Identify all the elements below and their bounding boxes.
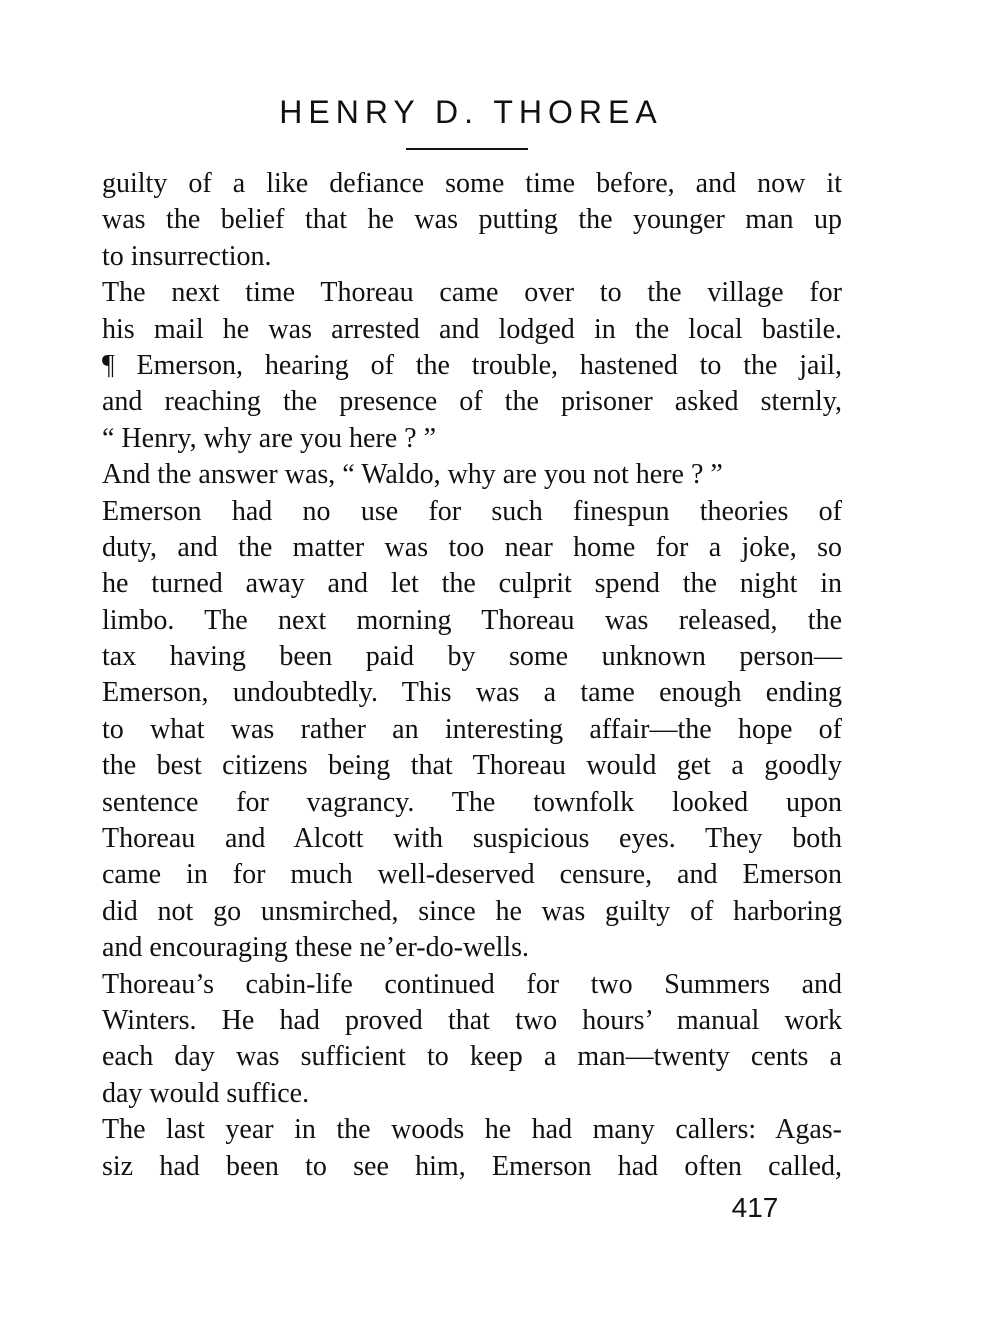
text-line: each day was sufficient to keep a man—twenty cents a bbox=[102, 1041, 842, 1073]
text-line: Winters. He had proved that two hours’ manual work bbox=[102, 1004, 842, 1036]
text-line: to what was rather an interesting affair—the hope of bbox=[102, 713, 842, 745]
text-line: day would suffice. bbox=[102, 1077, 310, 1109]
text-line: his mail he was arrested and lodged in the local bastile. bbox=[102, 313, 842, 345]
text-line: Emerson, undoubtedly. This was a tame enough ending bbox=[102, 677, 842, 709]
header-rule bbox=[406, 148, 528, 150]
text-line: limbo. The next morning Thoreau was released, the bbox=[102, 604, 842, 636]
text-line: Thoreau’s cabin-life continued for two Summers and bbox=[102, 968, 842, 1000]
text-line: to insurrection. bbox=[102, 240, 272, 272]
text-line: guilty of a like defiance some time before, and now it bbox=[102, 168, 842, 199]
text-line: and encouraging these ne’er-do-wells. bbox=[102, 932, 530, 964]
text-line: he turned away and let the culprit spend the night in bbox=[102, 568, 842, 600]
text-line: the best citizens being that Thoreau would get a goodly bbox=[102, 750, 842, 782]
text-line: and reaching the presence of the prisoner asked sternly, bbox=[102, 386, 842, 418]
text-line: Emerson had no use for such finespun theories of bbox=[102, 495, 842, 527]
text-line: The last year in the woods he had many callers: Agas- bbox=[102, 1114, 842, 1146]
text-line: came in for much well-deserved censure, and Emerson bbox=[102, 859, 842, 891]
text-line: ¶ Emerson, hearing of the trouble, hastened to the jail, bbox=[102, 349, 842, 381]
text-line: “ Henry, why are you here ? ” bbox=[102, 422, 437, 454]
text-line: sentence for vagrancy. The townfolk looked upon bbox=[102, 786, 842, 818]
running-head: HENRY D. THOREA bbox=[279, 94, 663, 130]
body-text bbox=[102, 166, 842, 1185]
page-number: 417 bbox=[731, 1192, 779, 1223]
text-line: And the answer was, “ Waldo, why are you not here ? ” bbox=[102, 459, 723, 491]
text-line: tax having been paid by some unknown person— bbox=[102, 641, 842, 673]
text-line: siz had been to see him, Emerson had often called, bbox=[102, 1150, 842, 1182]
text-line: Thoreau and Alcott with suspicious eyes. They both bbox=[102, 823, 842, 855]
text-line: duty, and the matter was too near home for a joke, so bbox=[102, 531, 842, 563]
text-line: did not go unsmirched, since he was guilty of harboring bbox=[102, 895, 842, 927]
text-line: was the belief that he was putting the younger man up bbox=[102, 204, 842, 236]
text-line: The next time Thoreau came over to the village for bbox=[102, 277, 842, 309]
